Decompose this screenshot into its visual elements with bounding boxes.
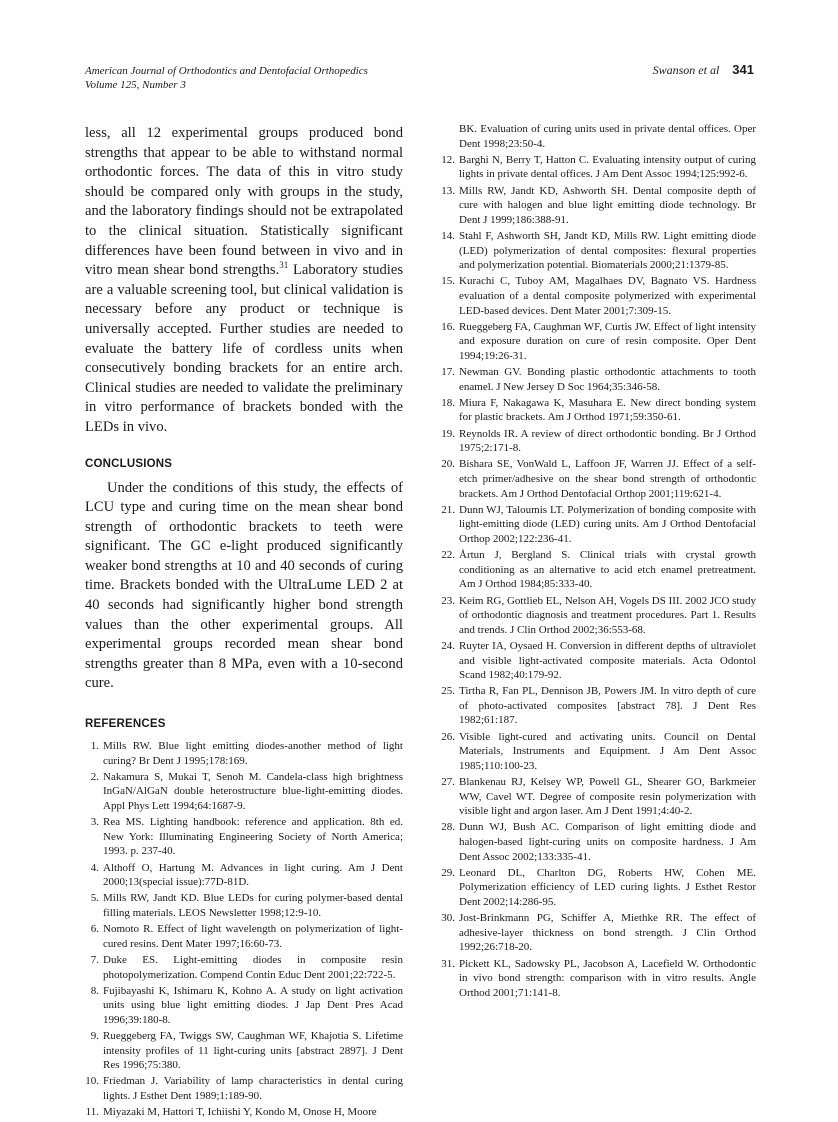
reference-text: Althoff O, Hartung M. Advances in light curing. Am J Dent 2000;13(special issue):77D-81D. xyxy=(103,861,403,889)
reference-number: 27. xyxy=(441,776,455,789)
reference-number: 30. xyxy=(441,912,455,925)
reference-number: 28. xyxy=(441,821,455,834)
reference-11-continued: BK. Evaluation of curing units used in private dental offices. Oper Dent 1998;23:50-4. xyxy=(459,123,756,150)
reference-number: 22. xyxy=(441,549,455,562)
reference-text: Bishara SE, VonWald L, Laffoon JF, Warren JJ. Effect of a self-etch primer/adhesive on the shear bond strength of orthodontic brackets. Am J Orthod Dentofacial Orthop 2001;119:621-4. xyxy=(459,458,756,500)
text: less, all 12 experimental groups produced bond strengths that appear to be able to withstand normal orthodontic forces. The data of this in vitro study should be compared only with groups in the study, and the laboratory findings should not be extrapolated to the clinical situation. Statistically significant differences have been found between in vivo and in vitro mean shear bond strengths. xyxy=(85,125,403,279)
reference-number: 19. xyxy=(441,427,455,440)
reference-item xyxy=(85,739,403,768)
reference-list-right xyxy=(438,153,756,1001)
reference-text: Friedman J. Variability of lamp characteristics in dental curing lights. J Esthet Dent 1989;1:189-90. xyxy=(103,1075,403,1103)
reference-number: 5. xyxy=(90,892,99,905)
reference-number: 25. xyxy=(441,685,455,698)
reference-number: 8. xyxy=(90,984,99,997)
reference-number: 2. xyxy=(90,770,99,783)
reference-item xyxy=(438,820,756,864)
reference-text: Mills RW. Blue light emitting diodes-another method of light curing? Br Dent J 1995;178:169. xyxy=(103,740,403,767)
reference-number: 24. xyxy=(441,639,455,652)
running-header-journal xyxy=(85,64,368,92)
reference-item xyxy=(438,320,756,364)
reference-item xyxy=(85,815,403,859)
reference-list-left xyxy=(85,739,403,1120)
reference-text: Dunn WJ, Bush AC. Comparison of light emitting diode and halogen-based light-curing units on composite hardness. J Am Dent Assoc 2002;133:335-41. xyxy=(459,821,756,863)
reference-number: 31. xyxy=(441,957,455,970)
reference-number: 29. xyxy=(441,866,455,879)
reference-text: Rea MS. Lighting handbook: reference and application. 8th ed. New York: Illuminating Engineering Society of North America; 1993. p. 237-40. xyxy=(103,816,403,858)
reference-number: 10. xyxy=(85,1075,99,1088)
reference-item xyxy=(85,922,403,951)
reference-text: Årtun J, Bergland S. Clinical trials with crystal growth conditioning as an alternative to acid etch enamel pretreatment. Am J Orthod 1984;85:333-40. xyxy=(459,549,756,591)
running-header-page xyxy=(653,62,754,78)
reference-item xyxy=(438,957,756,1001)
reference-text: Barghi N, Berry T, Hatton C. Evaluating intensity output of curing lights in private dental offices. J Am Dent Assoc 1994;125:992-6. xyxy=(459,153,756,181)
reference-text: Leonard DL, Charlton DG, Roberts HW, Cohen ME. Polymerization efficiency of LED curing lights. J Esthet Restor Dent 2002;14:286-95. xyxy=(459,866,756,908)
reference-text: Rueggeberg FA, Twiggs SW, Caughman WF, Khajotia S. Lifetime intensity profiles of 11 light-curing units [abstract 2897]. J Dent Res 1996;75:380. xyxy=(103,1030,403,1072)
reference-text: Stahl F, Ashworth SH, Jandt KD, Mills RW. Light emitting diode (LED) polymerization of dental composites: flexural properties and polymerization potential. Biomaterials 2000;21:1379-85. xyxy=(459,229,756,272)
reference-text: Keim RG, Gottlieb EL, Nelson AH, Vogels DS III. 2002 JCO study of orthodontic diagnosis and treatment procedures. Part 1. Results and trends. J Clin Orthod 2002;36:553-68. xyxy=(459,594,756,636)
reference-text: Fujibayashi K, Ishimaru K, Kohno A. A study on light activation units using blue light emitting diodes. J Jap Dent Pres Acad 1996;39:180-8. xyxy=(103,984,403,1026)
journal-volume: Volume 125, Number 3 xyxy=(85,79,186,91)
reference-number: 18. xyxy=(441,396,455,409)
reference-text: Jost-Brinkmann PG, Schiffer A, Miethke RR. The effect of adhesive-layer thickness on bond strength. J Clin Orthod 1992;26:718-20. xyxy=(459,912,756,954)
reference-number: 21. xyxy=(441,503,455,516)
reference-item xyxy=(438,911,756,955)
reference-item xyxy=(438,684,756,728)
reference-item xyxy=(438,184,756,228)
reference-number: 20. xyxy=(441,458,455,471)
left-column xyxy=(85,124,403,1121)
reference-text: Newman GV. Bonding plastic orthodontic attachments to tooth enamel. J New Jersey D Soc 1964;35:346-58. xyxy=(459,366,756,393)
reference-text: Blankenau RJ, Kelsey WP, Powell GL, Shearer GO, Barkmeier WW, Cavel WT. Degree of composite resin polymerization with visible light and argon laser. Am J Dent 1991;4:40-2. xyxy=(459,776,756,818)
reference-text: Miura F, Nakagawa K, Masuhara E. New direct bonding system for plastic brackets. Am J Orthod 1971;59:350-61. xyxy=(459,396,756,424)
reference-text: Kurachi C, Tuboy AM, Magalhaes DV, Bagnato VS. Hardness evaluation of a dental composite polymerized with experimental LED-based devices. Dent Mater 2001;7:309-15. xyxy=(459,275,756,317)
reference-item xyxy=(85,1074,403,1103)
reference-item xyxy=(438,274,756,318)
reference-text: Mills RW, Jandt KD, Ashworth SH. Dental composite depth of cure with halogen and blue light emitting diode technology. Br Dent J 1999;186:388-91. xyxy=(459,184,756,226)
reference-number: 7. xyxy=(90,953,99,966)
reference-text: Reynolds IR. A review of direct orthodontic bonding. Br J Orthod 1975;2:171-8. xyxy=(459,427,756,455)
reference-item xyxy=(438,153,756,182)
reference-item xyxy=(438,594,756,638)
reference-item xyxy=(438,503,756,547)
journal-name: American Journal of Orthodontics and Dentofacial Orthopedics xyxy=(85,65,368,77)
reference-number: 3. xyxy=(90,816,99,829)
reference-item xyxy=(85,984,403,1028)
reference-number: 15. xyxy=(441,275,455,288)
reference-item xyxy=(438,396,756,425)
reference-text: Mills RW, Jandt KD. Blue LEDs for curing polymer-based dental filling materials. LEOS Newsletter 1998;12:9-10. xyxy=(103,892,403,919)
reference-number: 4. xyxy=(90,861,99,874)
reference-number: 17. xyxy=(441,366,455,379)
reference-number: 16. xyxy=(441,320,455,333)
reference-item xyxy=(438,365,756,394)
references-heading: REFERENCES xyxy=(85,718,166,731)
conclusions-heading: CONCLUSIONS xyxy=(85,457,173,470)
reference-text: Pickett KL, Sadowsky PL, Jacobson A, Lacefield W. Orthodontic in vivo bond strength: comparison with in vitro results. Angle Orthod 2001;71:141-8. xyxy=(459,957,756,999)
reference-text: Miyazaki M, Hattori T, Ichiishi Y, Kondo M, Onose H, Moore xyxy=(103,1106,377,1119)
paragraph-conclusions: Under the conditions of this study, the effects of LCU type and curing time on the mean shear bond strength of orthodontic brackets to teeth were significant. The GC e-light produced significantly weaker bond strengths at 10 and 40 seconds of curing time. Brackets bonded with the UltraLume LED 2 at 40 seconds had significantly higher bond strength values than the other experimental groups. All experimental groups recorded mean shear bond strengths greater than 8 MPa, even with a 10-second cure. xyxy=(85,479,403,692)
reference-text: Visible light-cured and activating units. Council on Dental Materials, Instruments and Equipment. J Am Dent Assoc 1985;110:100-23. xyxy=(459,730,756,772)
running-authors: Swanson et al xyxy=(652,63,720,77)
reference-item xyxy=(438,229,756,273)
reference-item xyxy=(85,1029,403,1073)
reference-item xyxy=(438,730,756,774)
reference-item xyxy=(438,457,756,501)
reference-text: Nakamura S, Mukai T, Senoh M. Candela-class high brightness InGaN/AlGaN double heterostructure blue-light-emitting diodes. Appl Phys Lett 1994;64:1687-9. xyxy=(103,770,403,812)
reference-text: Tirtha R, Fan PL, Dennison JB, Powers JM. In vitro depth of cure of photo-activated composites [abstract 78]. J Dent Res 1982;61:187. xyxy=(459,685,756,727)
reference-item xyxy=(438,548,756,592)
reference-number: 6. xyxy=(90,923,99,936)
reference-number: 14. xyxy=(441,229,455,242)
reference-text: Dunn WJ, Taloumis LT. Polymerization of bonding composite with light-emitting diode (LED) curing units. Am J Orthod Dentofacial Orthop 2002;122:236-41. xyxy=(459,503,756,545)
reference-item xyxy=(85,891,403,920)
reference-text: Duke ES. Light-emitting diodes in composite resin photopolymerization. Compend Contin Educ Dent 2001;22:722-5. xyxy=(103,953,403,981)
reference-text: Ruyter IA, Oysaed H. Conversion in different depths of ultraviolet and visible light-activated composite materials. Acta Odontol Scand 1982;40:179-92. xyxy=(459,639,756,682)
reference-item xyxy=(85,1105,403,1120)
reference-item xyxy=(85,770,403,814)
reference-text: Rueggeberg FA, Caughman WF, Curtis JW. Effect of light intensity and exposure duration on cure of resin composite. Oper Dent 1994;19:26-31. xyxy=(459,320,756,362)
reference-number: 9. xyxy=(90,1030,99,1043)
page-number: 341 xyxy=(732,62,754,77)
reference-number: 23. xyxy=(441,594,455,607)
reference-text: Nomoto R. Effect of light wavelength on polymerization of light-cured resins. Dent Mater 1997;16:60-73. xyxy=(103,923,403,950)
reference-item xyxy=(85,953,403,982)
reference-item xyxy=(438,775,756,819)
citation: 31 xyxy=(279,260,289,271)
reference-number: 12. xyxy=(441,153,455,166)
reference-item xyxy=(438,639,756,683)
paragraph-discussion-end xyxy=(85,124,403,438)
reference-number: 13. xyxy=(441,184,455,197)
reference-number: 1. xyxy=(90,740,99,753)
reference-item xyxy=(85,861,403,890)
reference-number: 11. xyxy=(85,1106,99,1119)
right-column xyxy=(438,122,756,1002)
reference-item xyxy=(438,427,756,456)
reference-item xyxy=(438,866,756,910)
text: Laboratory studies are a valuable screening tool, but clinical validation is necessary before any product or technique is universally accepted. Further studies are needed to evaluate the battery life of cordless units when consecutively bonding brackets for an entire arch. Clinical studies are needed to validate the preliminary in vitro performance of brackets bonded with the LEDs in vivo. xyxy=(85,262,403,435)
reference-number: 26. xyxy=(441,730,455,743)
